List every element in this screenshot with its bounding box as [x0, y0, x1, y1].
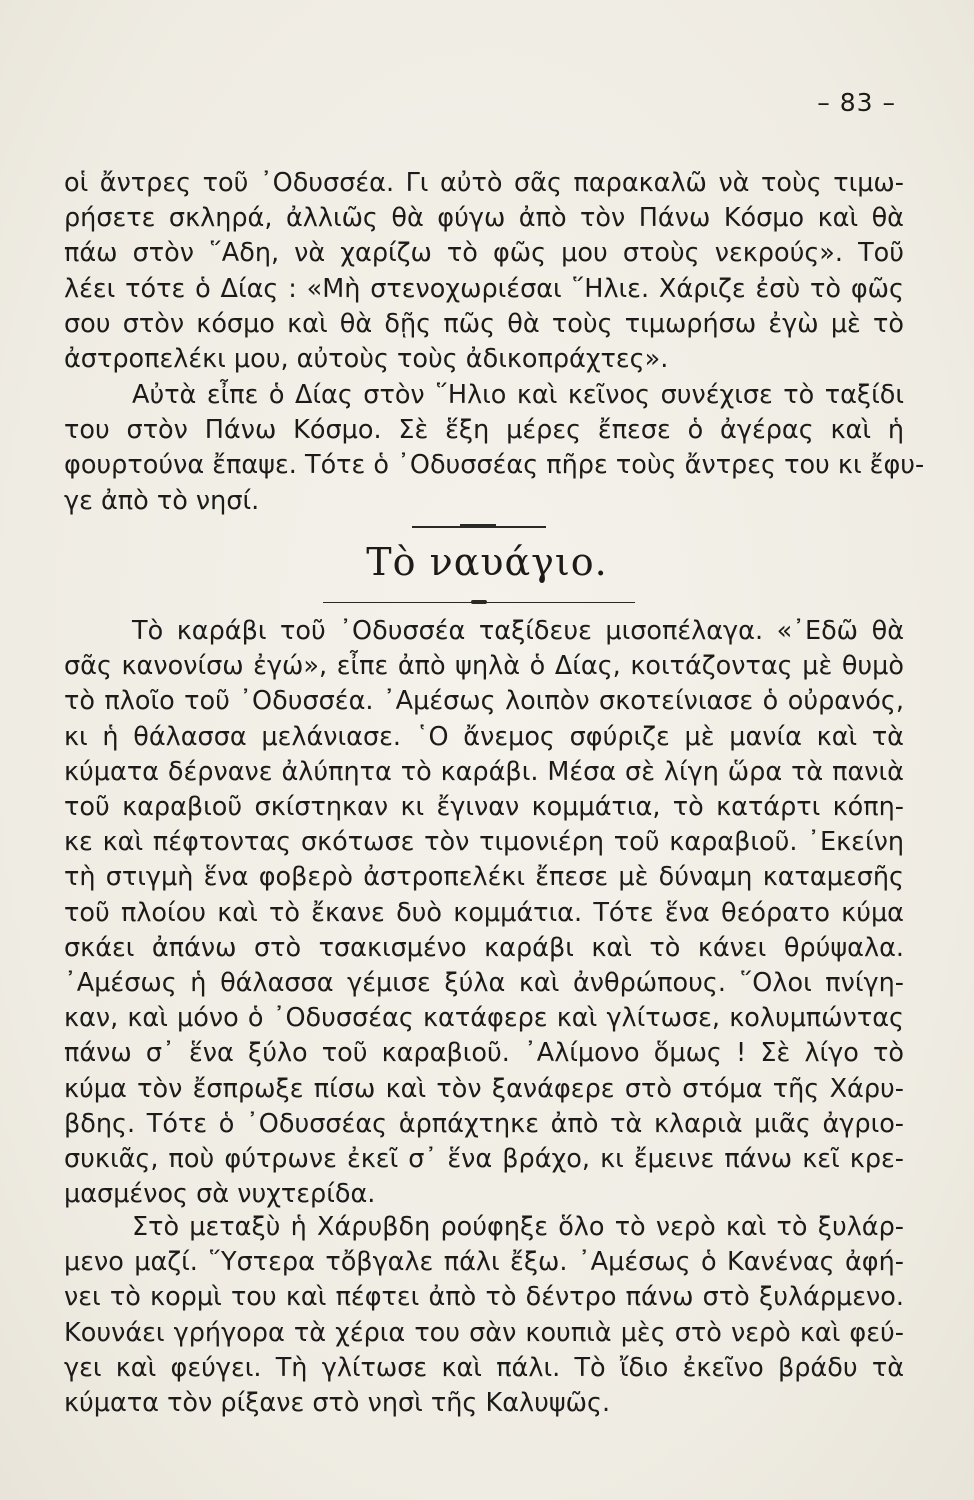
paragraph-departure [64, 378, 925, 519]
text-line: ᾿Αμέσως ἡ θάλασσα γέμισε ξύλα καὶ ἀνθρώπους. ῞Ολοι πνίγη- [64, 968, 904, 999]
text-line: κύματα δέρνανε ἀλύπητα τὸ καράβι. Μέσα σὲ λίγη ὥρα τὰ πανιὰ [64, 756, 904, 787]
text-line: σου στὸν κόσμο καὶ θὰ δῇς πῶς θὰ τοὺς τιμωρήσω ἐγὼ μὲ τὸ [64, 308, 904, 339]
text-line: συκιᾶς, ποὺ φύτρωνε ἐκεῖ σ᾿ ἕνα βράχο, κι ἔμεινε πάνω κεῖ κρε- [64, 1144, 904, 1175]
text-line: μασμένος σὰ νυχτερίδα. [64, 1179, 376, 1210]
text-line: κύμα τὸν ἔσπρωξε πίσω καὶ τὸν ξανάφερε στὸ στόμα τῆς Χάρυ- [64, 1073, 904, 1104]
text-line: κύματα τὸν ρίξανε στὸ νησὶ τῆς Καλυψῶς. [64, 1388, 611, 1419]
text-line: βδης. Τότε ὁ ᾿Οδυσσέας ἁρπάχτηκε ἀπὸ τὰ κλαριὰ μιᾶς ἀγριο- [64, 1108, 904, 1139]
text-line: γε ἀπὸ τὸ νησί. [64, 485, 260, 516]
text-line: πάνω σ᾿ ἕνα ξύλο τοῦ καραβιοῦ. ᾿Αλίμονο ὅμως ! Σὲ λίγο τὸ [64, 1038, 904, 1069]
text-line: γει καὶ φεύγει. Τὴ γλίτωσε καὶ πάλι. Τὸ ἴδιο ἐκεῖνο βράδυ τὰ [64, 1352, 904, 1383]
section-title: Τὸ ναυάγιο. [366, 540, 608, 584]
text-line: ἀστροπελέκι μου, αὐτοὺς τοὺς ἀδικοπράχτες». [64, 344, 669, 375]
text-line: του στὸν Πάνω Κόσμο. Σὲ ἕξη μέρες ἔπεσε ὁ ἀγέρας καὶ ἡ [64, 415, 904, 446]
text-line: Κουνάει γρήγορα τὰ χέρια του σὰν κουπιὰ μὲς στὸ νερὸ καὶ φεύ- [64, 1317, 904, 1348]
text-line: σκάει ἀπάνω στὸ τσακισμένο καράβι καὶ τὸ κάνει θρύψαλα. [64, 932, 904, 963]
text-line: κε καὶ πέφτοντας σκότωσε τὸν τιμονιέρη τοῦ καραβιοῦ. ᾿Εκείνη [64, 827, 904, 858]
paragraph-shipwreck [64, 614, 904, 1212]
text-line: λέει τότε ὁ Δίας : «Μὴ στενοχωριέσαι ῞Ηλιε. Χάριζε ἐσὺ τὸ φῶς [64, 273, 904, 304]
text-line: σᾶς κανονίσω ἐγώ», εἶπε ἀπὸ ψηλὰ ὁ Δίας, κοιτάζοντας μὲ θυμὸ [64, 651, 904, 682]
text-line: πάω στὸν ῞Αδη, νὰ χαρίζω τὸ φῶς μου στοὺς νεκρούς». Τοῦ [64, 238, 904, 269]
text-line: τὴ στιγμὴ ἕνα φοβερὸ ἀστροπελέκι ἔπεσε μὲ δύναμη καταμεσῆς [64, 862, 904, 893]
text-line: Τὸ καράβι τοῦ ᾿Οδυσσέα ταξίδευε μισοπέλαγα. «᾿Εδῶ θὰ [132, 616, 904, 646]
text-line: τοῦ πλοίου καὶ τὸ ἔκανε δυὸ κομμάτια. Τότε ἕνα θεόρατο κύμα [64, 897, 904, 928]
text-line: Αὐτὰ εἶπε ὁ Δίας στὸν ῞Ηλιο καὶ κεῖνος συνέχισε τὸ ταξίδι [132, 380, 904, 410]
text-line: κι ἡ θάλασσα μελάνιασε. ῾Ο ἄνεμος σφύριζε μὲ μανία καὶ τὰ [64, 721, 904, 752]
text-line: Στὸ μεταξὺ ἡ Χάρυβδη ρούφηξε ὅλο τὸ νερὸ καὶ τὸ ξυλάρ- [132, 1212, 904, 1242]
text-line: ρήσετε σκληρά, ἀλλιῶς θὰ φύγω ἀπὸ τὸν Πάνω Κόσμο καὶ θὰ [64, 203, 904, 234]
section-divider-bottom [323, 602, 635, 603]
paragraph-ilios-complaint [64, 166, 904, 377]
text-line: οἱ ἄντρες τοῦ ᾿Οδυσσέα. Γι αὐτὸ σᾶς παρακαλῶ νὰ τοὺς τιμω- [64, 168, 904, 198]
text-line: μενο μαζί. ῞Υστερα τὄβγαλε πάλι ἔξω. ᾿Αμέσως ὁ Κανένας ἀφή- [64, 1247, 904, 1278]
paragraph-escape [64, 1210, 904, 1421]
text-line: καν, καὶ μόνο ὁ ᾿Οδυσσέας κατάφερε καὶ γλίτωσε, κολυμπώντας [64, 1003, 904, 1034]
text-line: τὸ πλοῖο τοῦ ᾿Οδυσσέα. ᾿Αμέσως λοιπὸν σκοτείνιασε ὁ οὐρανός, [64, 686, 904, 717]
text-line: φουρτούνα ἔπαψε. Τότε ὁ ᾿Οδυσσέας πῆρε τοὺς ἄντρες του κι ἔφυ- [64, 450, 925, 481]
text-line: νει τὸ κορμὶ του καὶ πέφτει ἀπὸ τὸ δέντρο πάνω στὸ ξυλάρμενο. [64, 1282, 904, 1313]
section-divider-top [412, 526, 546, 528]
text-line: τοῦ καραβιοῦ σκίστηκαν κι ἔγιναν κομμάτια, τὸ κατάρτι κόπη- [64, 792, 904, 823]
page-number: – 83 – [817, 88, 896, 117]
